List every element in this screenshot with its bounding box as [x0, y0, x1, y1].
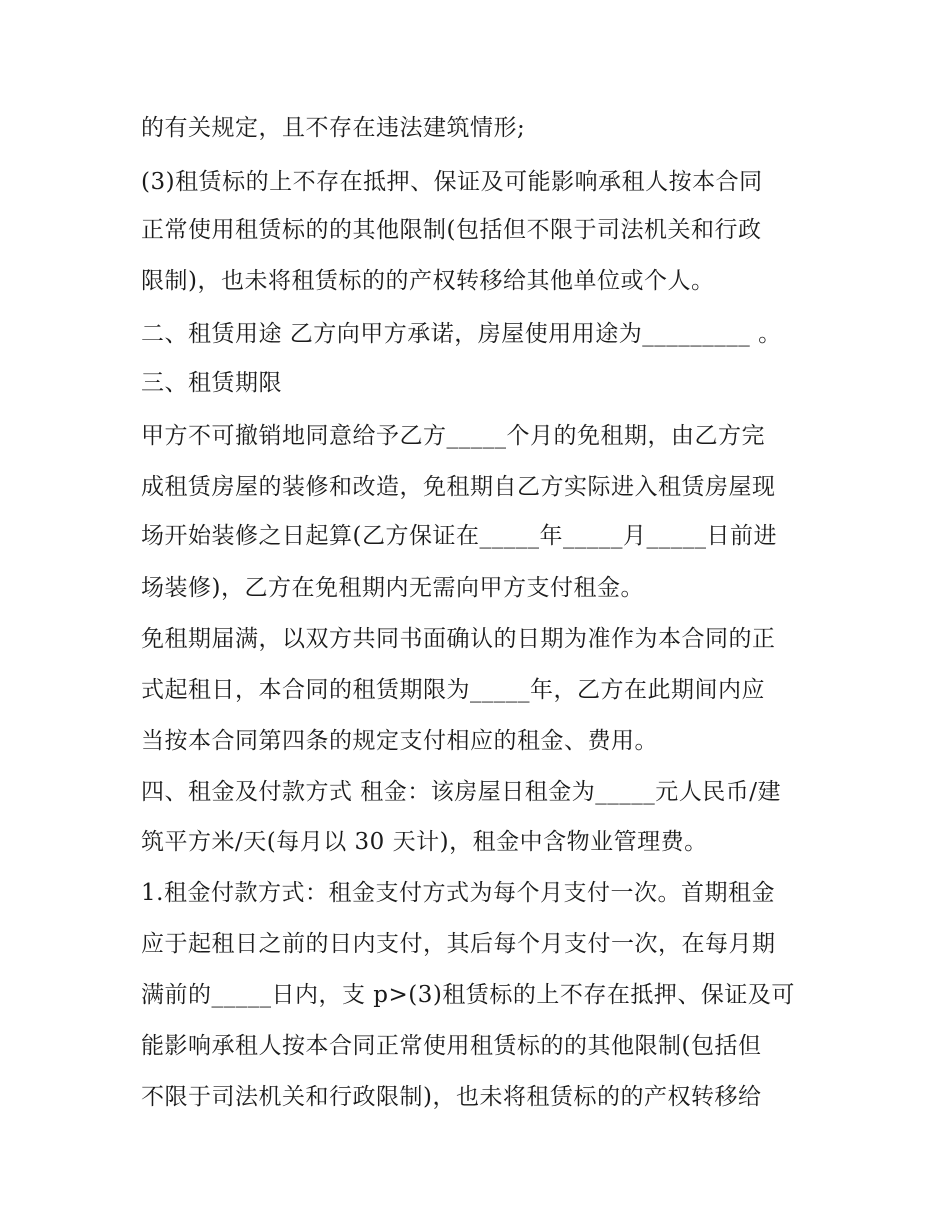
text-line: 甲方不可撤销地同意给予乙方_____个月的免租期，由乙方完 [141, 423, 765, 449]
text-line: 场装修)，乙方在免租期内无需向甲方支付租金。 [141, 575, 644, 601]
text-line: 当按本合同第四条的规定支付相应的租金、费用。 [141, 728, 658, 754]
text-line: 限制)，也未将租赁标的的产权转移给其他单位或个人。 [141, 268, 715, 294]
text-line: 满前的_____日内，支 p>(3)租赁标的上不存在抵押、保证及可 [141, 982, 795, 1008]
section-heading: 三、租赁期限 [141, 370, 282, 396]
text-line: 1.租金付款方式：租金支付方式为每个月支付一次。首期租金 [141, 880, 775, 906]
text-line: 正常使用租赁标的的其他限制(包括但不限于司法机关和行政 [141, 217, 762, 243]
text-line: 成租赁房屋的装修和改造，免租期自乙方实际进入租赁房屋现 [141, 474, 776, 500]
text-line: 不限于司法机关和行政限制)，也未将租赁标的的产权转移给 [141, 1084, 762, 1110]
text-line: 筑平方米/天(每月以 30 天计)，租金中含物业管理费。 [141, 829, 708, 855]
text-line: (3)租赁标的上不存在抵押、保证及可能影响承租人按本合同 [141, 169, 763, 195]
text-line: 应于起租日之前的日内支付，其后每个月支付一次，在每月期 [141, 931, 776, 957]
text-line: 的有关规定，且不存在违法建筑情形; [141, 115, 526, 141]
text-line: 免租期届满，以双方共同书面确认的日期为准作为本合同的正 [141, 626, 776, 652]
text-line: 场开始装修之日起算(乙方保证在_____年_____月_____日前进 [141, 523, 777, 549]
text-line: 式起租日，本合同的租赁期限为_____年，乙方在此期间内应 [141, 677, 765, 703]
text-line: 四、租金及付款方式 租金：该房屋日租金为_____元人民币/建 [141, 779, 782, 805]
text-line: 二、租赁用途 乙方向甲方承诺，房屋使用用途为_________ 。 [141, 321, 782, 347]
text-line: 能影响承租人按本合同正常使用租赁标的的其他限制(包括但 [141, 1033, 762, 1059]
